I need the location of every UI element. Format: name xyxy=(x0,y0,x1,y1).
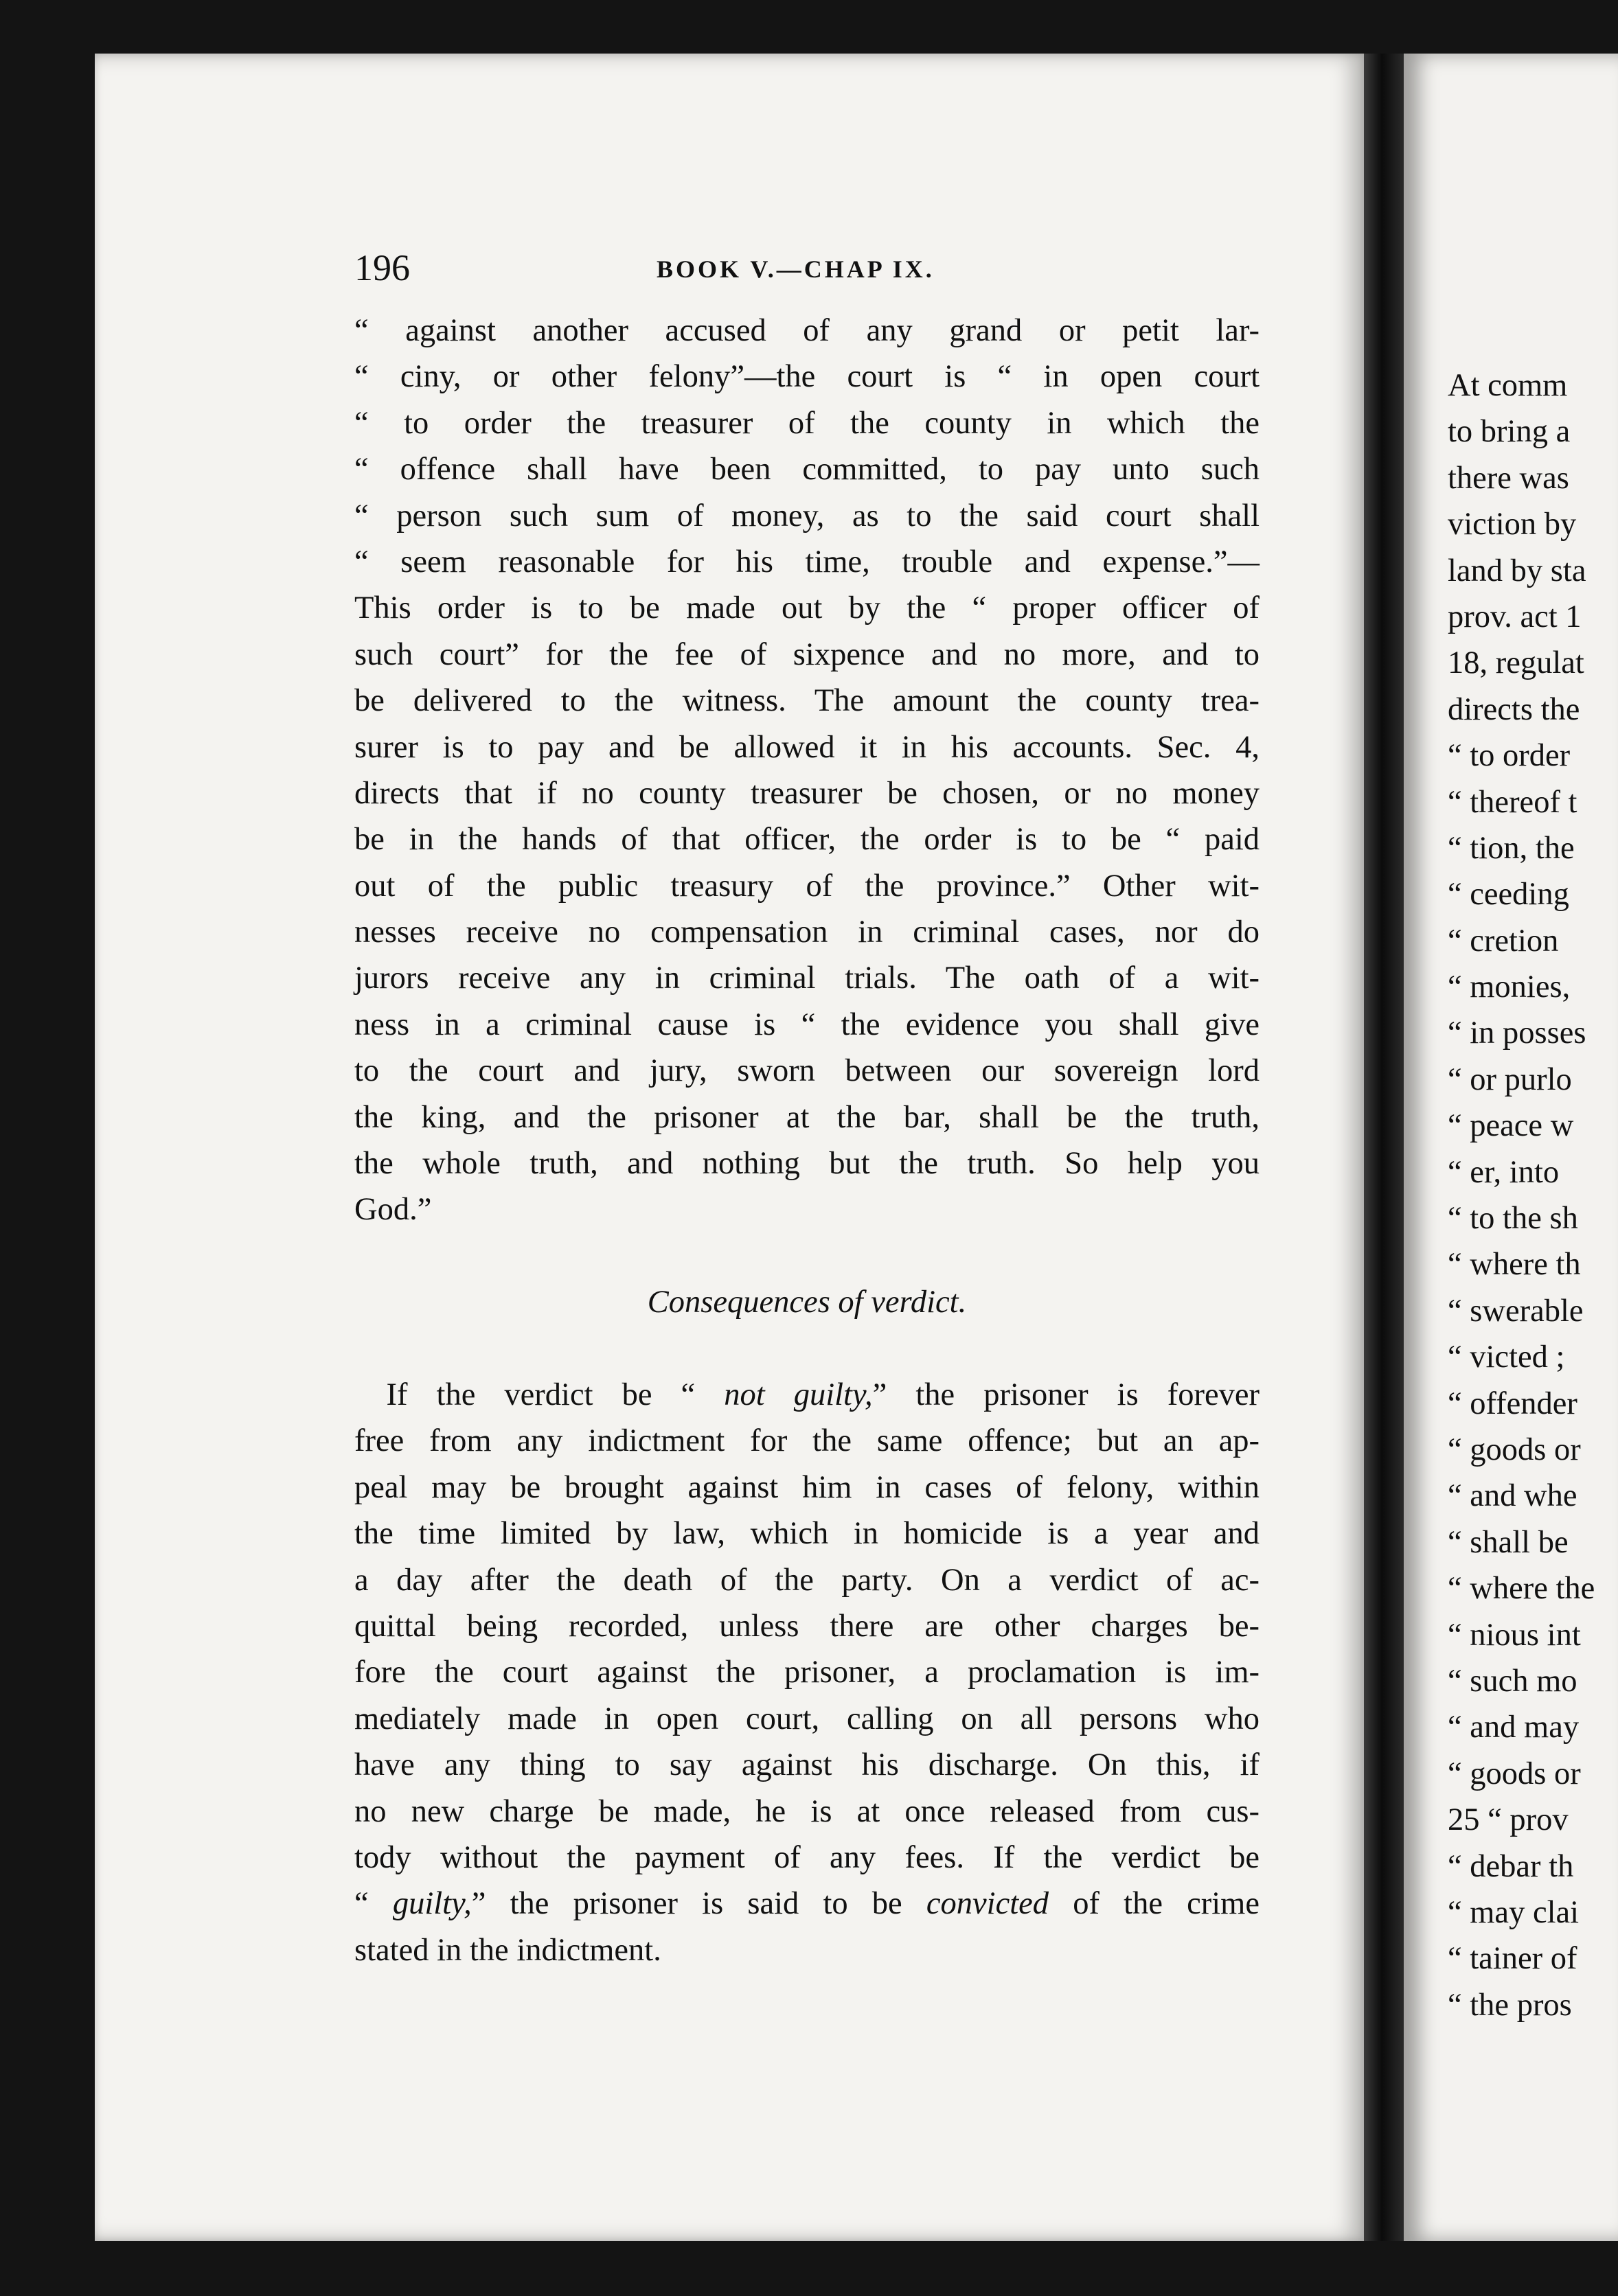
right-page-line: “ debar th xyxy=(1448,1848,1574,1884)
running-head: BOOK V.—CHAP IX. xyxy=(657,255,935,283)
text-line: If the verdict be “ not guilty,” the prisoner is forever xyxy=(386,1377,1260,1412)
right-page-line: viction by xyxy=(1448,507,1577,542)
text-line: a day after the death of the party. On a verdict of ac- xyxy=(354,1562,1260,1598)
left-page-body xyxy=(354,308,1260,1973)
text-line: ness in a criminal cause is “ the evidence you shall give xyxy=(354,1007,1260,1042)
text-line: quittal being recorded, unless there are other charges be- xyxy=(354,1608,1260,1644)
right-page-line: “ such mo xyxy=(1448,1663,1577,1699)
text-line: jurors receive any in criminal trials. The oath of a wit- xyxy=(354,961,1260,996)
paragraph-verdict-lines xyxy=(354,1418,1260,1881)
right-page-text xyxy=(1448,363,1618,2028)
right-page-line: 25 “ prov xyxy=(1448,1802,1569,1838)
text-line: no new charge be made, he is at once released from cus- xyxy=(354,1793,1260,1829)
right-page-line: “ where th xyxy=(1448,1247,1581,1283)
page-number: 196 xyxy=(354,247,410,288)
text-line: nesses receive no compensation in criminal cases, nor do xyxy=(354,915,1260,950)
text-line: fore the court against the prisoner, a proclamation is im- xyxy=(354,1655,1260,1690)
text-line: be in the hands of that officer, the order is to be “ paid xyxy=(354,822,1260,858)
right-page-line: “ and whe xyxy=(1448,1478,1577,1514)
text-line: This order is to be made out by the “ proper officer of xyxy=(354,590,1260,626)
text-line: to the court and jury, sworn between our sovereign lord xyxy=(354,1053,1260,1089)
right-page-line: “ or purlo xyxy=(1448,1061,1572,1097)
text-line: free from any indictment for the same offence; but an ap- xyxy=(354,1423,1260,1459)
right-page-line: “ ceeding xyxy=(1448,877,1569,912)
right-page-line: “ goods or xyxy=(1448,1432,1581,1467)
right-page-line: “ nious int xyxy=(1448,1617,1581,1653)
subheading: Consequences of verdict. xyxy=(647,1285,967,1320)
right-page-line: “ to the sh xyxy=(1448,1201,1578,1237)
right-page-line: “ peace w xyxy=(1448,1108,1574,1144)
right-page-line: “ thereof t xyxy=(1448,784,1577,820)
text-line: God.” xyxy=(354,1192,432,1228)
text-line: “ to order the treasurer of the county in which the xyxy=(354,405,1260,441)
right-page-line: “ and may xyxy=(1448,1710,1580,1745)
right-page-line: “ the pros xyxy=(1448,1987,1572,2023)
book-gutter xyxy=(1364,54,1404,2241)
right-page-line: “ to order xyxy=(1448,738,1571,774)
right-page-line: At comm xyxy=(1448,368,1568,403)
right-page-line: “ offender xyxy=(1448,1386,1577,1421)
text-line: “ against another accused of any grand or petit lar- xyxy=(354,313,1260,348)
text-line: “ ciny, or other felony”—the court is “ in open court xyxy=(354,359,1260,395)
right-page-line: there was xyxy=(1448,460,1569,496)
right-page-line: 18, regulat xyxy=(1448,645,1584,681)
right-page-line: “ in posses xyxy=(1448,1015,1586,1051)
right-page-line: land by sta xyxy=(1448,553,1586,588)
text-line: stated in the indictment. xyxy=(354,1932,661,1968)
text-line: the whole truth, and nothing but the truth. So help you xyxy=(354,1146,1260,1182)
right-page-line: “ where the xyxy=(1448,1571,1595,1607)
text-line: out of the public treasury of the province.” Other wit- xyxy=(354,868,1260,904)
text-line: the time limited by law, which in homicide is a year and xyxy=(354,1516,1260,1552)
right-page-line: to bring a xyxy=(1448,414,1571,450)
right-page xyxy=(1404,54,1618,2241)
text-line: “ seem reasonable for his time, trouble and expense.”— xyxy=(354,544,1260,579)
right-page-line: “ tion, the xyxy=(1448,830,1575,866)
paragraph-verdict xyxy=(354,1372,1260,1973)
right-page-line: “ may clai xyxy=(1448,1894,1580,1930)
text-line: the king, and the prisoner at the bar, shall be the truth, xyxy=(354,1099,1260,1135)
text-line: “ offence shall have been committed, to pay unto such xyxy=(354,452,1260,487)
text-line: mediately made in open court, calling on all persons who xyxy=(354,1701,1260,1736)
text-line: be delivered to the witness. The amount the county trea- xyxy=(354,683,1260,719)
text-line: “ person such sum of money, as to the said court shall xyxy=(354,498,1260,533)
right-page-line: “ cretion xyxy=(1448,923,1559,958)
right-page-line: prov. act 1 xyxy=(1448,599,1582,634)
text-line: surer is to pay and be allowed it in his accounts. Sec. 4, xyxy=(354,729,1260,765)
right-page-line: “ monies, xyxy=(1448,969,1571,1005)
text-line: directs that if no county treasurer be chosen, or no money xyxy=(354,775,1260,811)
right-page-line: “ er, into xyxy=(1448,1154,1560,1190)
right-page-line: directs the xyxy=(1448,691,1580,727)
right-page-line: “ tainer of xyxy=(1448,1941,1577,1977)
right-page-line: “ victed ; xyxy=(1448,1340,1565,1375)
page-header xyxy=(354,247,1260,288)
right-page-line: “ shall be xyxy=(1448,1524,1569,1560)
text-line: peal may be brought against him in cases of felony, within xyxy=(354,1469,1260,1505)
right-page-line: “ goods or xyxy=(1448,1756,1581,1791)
right-page-line: “ swerable xyxy=(1448,1293,1584,1329)
text-line: such court” for the fee of sixpence and no more, and to xyxy=(354,636,1260,672)
paragraph-witness-fees xyxy=(354,308,1260,1233)
text-line: tody without the payment of any fees. If the verdict be xyxy=(354,1839,1260,1875)
text-line: “ guilty,” the prisoner is said to be convicted of the crime xyxy=(354,1886,1260,1922)
text-line: have any thing to say against his discharge. On this, if xyxy=(354,1747,1260,1783)
